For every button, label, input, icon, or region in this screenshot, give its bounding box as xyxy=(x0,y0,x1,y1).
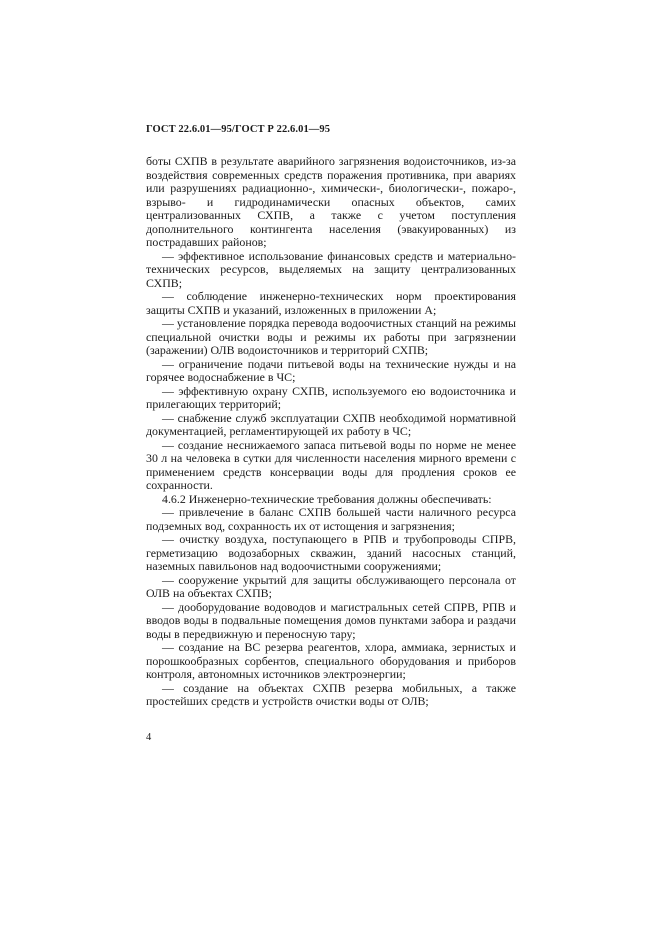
paragraph: — сооружение укрытий для защиты обслуживающего персонала от ОЛВ на объектах СХПВ; xyxy=(146,572,516,600)
paragraph: боты СХПВ в результате аварийного загрязнения водоисточников, из-за воздействия современных средств поражения противника, при авариях или разрушениях радиационно-, химически-, биологически-, пожаро-, взрыво- и гидродинамически опасных объектов, самих централизованных СХПВ, а также с учетом поступления дополнительного контингента населения (эвакуированных) из пострадавших районов; xyxy=(146,154,516,249)
paragraph: — привлечение в баланс СХПВ большей части наличного ресурса подземных вод, сохранность их от истощения и загрязнения; xyxy=(146,505,516,533)
paragraph: — эффективную охрану СХПВ, используемого ею водоисточника и прилегающих территорий; xyxy=(146,383,516,411)
paragraph: — соблюдение инженерно-технических норм проектирования защиты СХПВ и указаний, изложенных в приложении А; xyxy=(146,289,516,317)
paragraph: — создание на ВС резерва реагентов, хлора, аммиака, зернистых и порошкообразных сорбентов, специального оборудования и приборов контроля, автономных источников электроэнергии; xyxy=(146,640,516,681)
paragraph: — ограничение подачи питьевой воды на технические нужды и на горячее водоснабжение в ЧС; xyxy=(146,356,516,384)
paragraph: — создание на объектах СХПВ резерва мобильных, а также простейших средств и устройств очистки воды от ОЛВ; xyxy=(146,680,516,708)
document-body xyxy=(146,155,516,709)
paragraph: — очистку воздуха, поступающего в РПВ и трубопроводы СПРВ, герметизацию водозаборных скважин, зданий насосных станций, наземных павильонов над водоочистными сооружениями; xyxy=(146,532,516,573)
paragraph: — создание неснижаемого запаса питьевой воды по норме не менее 30 л на человека в сутки для численности населения мирного времени с применением средств консервации воды для продления сроков ее сохранности. xyxy=(146,437,516,492)
document-header: ГОСТ 22.6.01—95/ГОСТ Р 22.6.01—95 xyxy=(146,124,331,135)
section-heading: 4.6.2 Инженерно-технические требования должны обеспечивать: xyxy=(162,491,492,506)
page-number: 4 xyxy=(146,732,152,743)
paragraph: — установление порядка перевода водоочистных станций на режимы специальной очистки воды и режимы их работы при загрязнении (заражении) ОЛВ водоисточников и территорий СХПВ; xyxy=(146,316,516,357)
paragraph: — снабжение служб эксплуатации СХПВ необходимой нормативной документацией, регламентирующей их работу в ЧС; xyxy=(146,410,516,438)
paragraph: — дооборудование водоводов и магистральных сетей СПРВ, РПВ и вводов воды в подвальные помещения домов пунктами забора и раздачи воды в передвижную и переносную тару; xyxy=(146,599,516,641)
paragraph: — эффективное использование финансовых средств и материально-технических ресурсов, выделяемых на защиту централизованных СХПВ; xyxy=(146,248,516,290)
